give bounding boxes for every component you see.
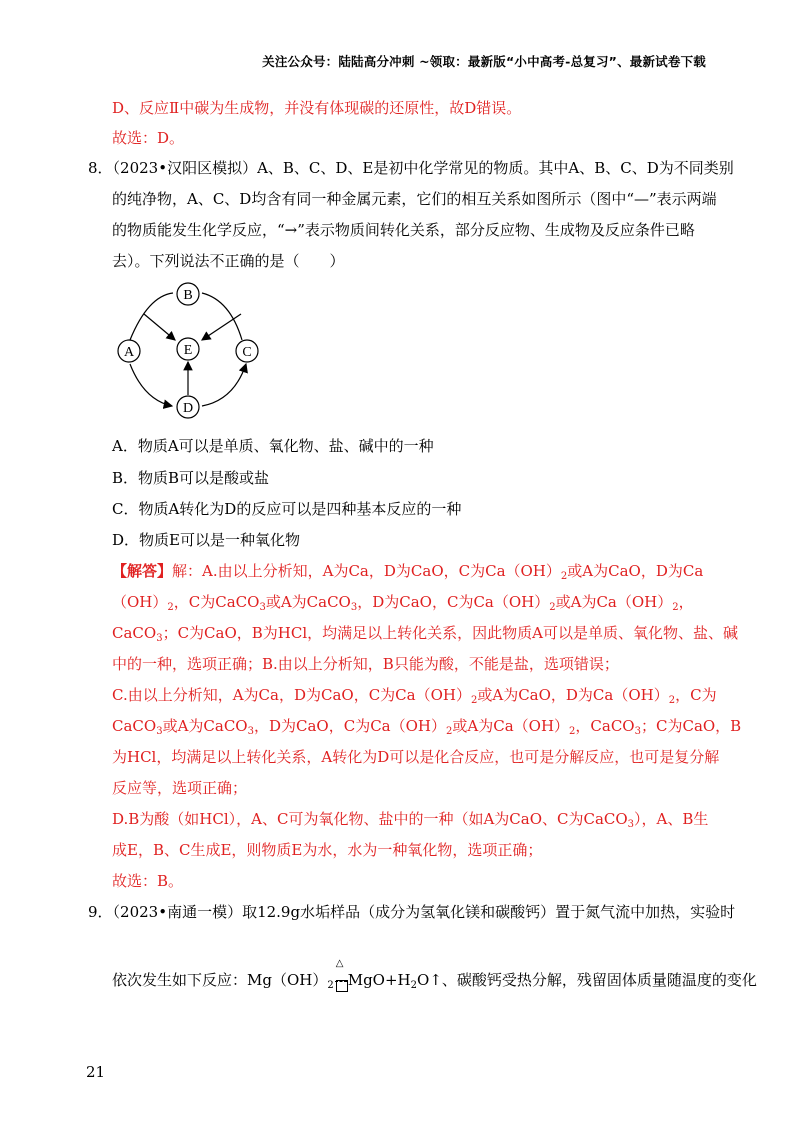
relationship-diagram [108,282,278,428]
prev-option-d-explanation: D、反应Ⅱ中碳为生成物，并没有体现碳的还原性，故D错误。 [112,99,522,117]
solution-line-9: D.B为酸（如HCl），A、C可为氧化物、盐中的一种（如A为CaO、C为CaCO$_3$），A、B生 [112,810,709,830]
page-number: 21 [86,1063,106,1081]
question-8-line-3: 的物质能发生化学反应，“→”表示物质间转化关系，部分反应物、生成物及反应条件已略 [112,221,695,239]
option-a: A．物质A可以是单质、氧化物、盐、碱中的一种 [112,437,434,455]
page-header: 关注公众号：陆陆高分冲刺 ~领取：最新版“小中高考-总复习”、最新试卷下载 [262,54,706,69]
svg-text:C: C [242,345,252,360]
solution-tag: 【解答】 [112,562,173,580]
svg-text:B: B [183,288,193,303]
question-8-line-2: 的纯净物，A、C、D均含有同一种金属元素，它们的相互关系如图所示（图中“—”表示两端 [112,190,717,208]
question-number: 8． [88,159,113,177]
solution-line-8: 反应等，选项正确； [112,779,248,797]
reaction-condition: △ [334,970,348,990]
question-9-line-1 [88,902,736,922]
question-8-line-4: 去）。下列说法不正确的是（ ） [112,252,345,270]
solution-answer: 故选：B。 [112,872,184,890]
node-c [236,340,258,362]
node-b [177,283,199,305]
question-9-line-2: 依次发生如下反应：$Mg(OH)_2$ △ $MgO+H_2O↑$、碳酸钙受热分解，残留固体质量随温度的变化 [112,958,757,991]
link-b-c [202,293,242,340]
solution-line-4: 中的一种，选项正确；B.由以上分析知，B只能为酸，不能是盐，选项错误； [112,655,619,673]
arrow-b-e-left [144,314,175,340]
node-e [177,338,199,360]
solution-line-7: 为HCl，均满足以上转化关系，A转化为D可以是化合反应，也可是分解反应，也可是复分解 [112,748,720,766]
option-d: D．物质E可以是一种氧化物 [112,531,300,549]
arrow-d-c [202,364,246,406]
svg-text:A: A [123,345,135,360]
solution-line-6: CaCO$_3$或A为CaCO$_3$，D为CaO，C为$Ca(OH)_2$或A为$Ca(OH)_2$，CaCO$_3$；C为CaO，B [112,717,742,737]
arrow-b-e-right [202,314,241,340]
svg-text:E: E [183,343,193,358]
question-text: （2023•南通一模）取12.9g水垢样品（成分为氢氧化镁和碳酸钙）置于氮气流中加热，实验时 [112,903,736,921]
solution-line-1: 【解答】解：A.由以上分析知，A为Ca，D为CaO，C为$Ca(OH)_2$或A为CaO，D为Ca [112,562,704,582]
question-text: （2023•汉阳区模拟）A、B、C、D、E是初中化学常见的物质。其中A、B、C、D为不同类别 [112,159,734,177]
node-d [177,396,199,418]
svg-text:D: D [182,401,194,416]
question-8-line-1 [88,158,734,178]
solution-line-10: 成E，B、C生成E，则物质E为水，水为一种氧化物，选项正确； [112,841,543,859]
prev-answer: 故选：D。 [112,129,185,147]
question-number: 9． [88,903,113,921]
option-b: B．物质B可以是酸或盐 [112,469,270,487]
option-c: C．物质A转化为D的反应可以是四种基本反应的一种 [112,500,462,518]
solution-line-5: C.由以上分析知，A为Ca，D为CaO，C为$Ca(OH)_2$或A为CaO，D为$Ca(OH)_2$，C为 [112,686,717,706]
arrow-a-d [130,364,172,406]
node-a [118,340,140,362]
solution-line-3: CaCO$_3$；C为CaO，B为HCl，均满足以上转化关系，因此物质A可以是单质、氧化物、盐、碱 [112,624,738,644]
solution-line-2: $(OH)_2$，C为CaCO$_3$或A为CaCO$_3$，D为CaO，C为$Ca(OH)_2$或A为$Ca(OH)_2$， [112,593,694,613]
